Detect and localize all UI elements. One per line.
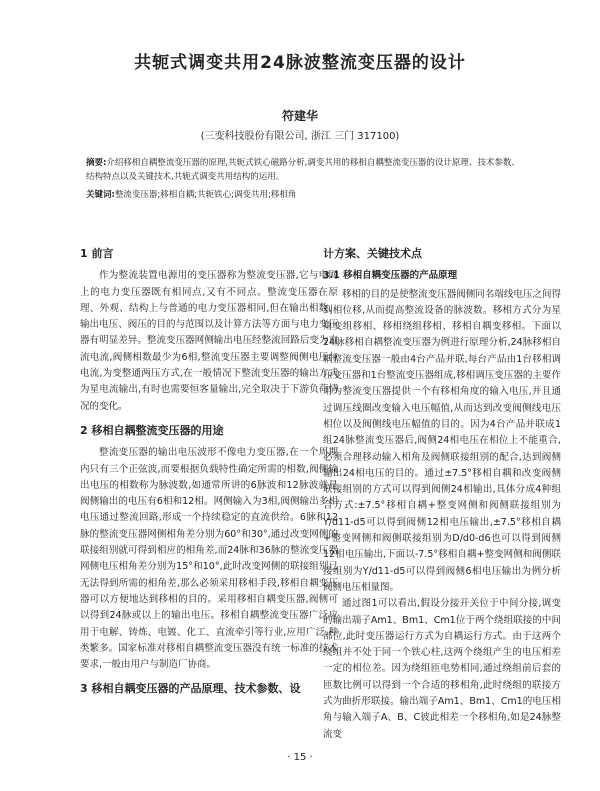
section-3-1-paragraph-2: 通过图1可以看出,假设分接开关位于中间分接,调变的输出端子Am1、Bm1、Cm1位于两个绕组联接的中间部位,此时变压器运行方式为自耦运行方式。由于这两个绕组并不处于同一个铁心柱,这两个绕组产生的电压相差一定的相位差。因为绕组匝电势相同,通过绕组前后套的匝数比例可以得到一个合适的移相角,此时绕组的联接方式为曲折形联接。输出端子Am1、Bm1、Cm1的电压相角与输入端子A、B、C彼此相差一个移相角,如是24脉整流变 [323, 598, 561, 740]
section-3-heading-cont: 计方案、关键技术点 [323, 247, 422, 260]
keywords-text: 整流变压器;移相自耦;共轭铁心;调变共用;移相角 [114, 190, 297, 200]
section-3-heading: 3 移相自耦变压器的产品原理、技术参数、设 [80, 682, 301, 696]
author: 符建华 [281, 109, 318, 123]
section-3-1-paragraph-1: 移相的目的是使整流变压器阀侧同名端线电压之间得到相位移,从而提高整流设备的脉波数。移相方式分为星角变组移相、移相绕组移相、移相自耦变移相。下面以24脉移相自耦整流变压器为例进行原理分析,24脉移相自耦整流变压器一般由4台产品并联,每台产品由1台移相调压变压器和1台整流变压器组成,移相调压变压器的主要作用为整流变压器提供一个有移相角度的输入电压,并且通过调压线圈改变输入电压幅值,从而达到改变阀侧线电压相位以及阀侧线电压幅值的目的。因为4台产品并联成1组24脉整流变压器后,阀侧24相电压在相位上不能重合,必须合理移动输入相角及阀侧联接组别的配合,达到阀侧输出24相电压的目的。通过±7.5°移相自耦和改变阀侧联接组别的方式可以得到阀侧24相输出,具体分成4种组合方式:±7.5°移相自耦+整变网侧和阀侧联接组别为Y/d11-d5可以得到阀侧12相电压输出,±7.5°移相自耦+整变网侧和阀侧联接组别为D/d0-d6也可以得到阀侧12相电压输出,下面以-7.5°移相自耦+整变网侧和阀侧联接组别为Y/d11-d5可以得到阀侧6相电压输出为例分析阀侧电压相量图。 [323, 288, 561, 593]
abstract-text: 介绍移相自耦整流变压器的原理,共轭式铁心磁路分析,调变共用的移相自耦整流变压器的设计原理、技术参数、结构特点以及关键技术,共轭式调变共用结构的运用。 [86, 158, 520, 182]
section-1-paragraph: 作为整流装置电源用的变压器称为整流变压器,它与电网上的电力变压器既有相同点,又有不同点。整流变压器在原理、外观、结构上与普通的电力变压器相同,但在输出相数、输出电压、阀压的目的与范围以及计算方法等方面与电力变压器有明显差异。整流变压器网侧输出电压经整流回路后变为直流电流,阀侧相数最少为6相,整流变压器主要调整阀侧电压与电流,为变整通两压方式,在一般情况下整流变压器的输出方式为星电流输出,有时也需要恒客量输出,完全取决于下游负荷情况的变化。 [80, 270, 338, 412]
keywords [86, 188, 526, 202]
affiliation: (三变科技股份有限公司, 浙江 三门 317100) [200, 131, 400, 142]
left-column [80, 238, 338, 704]
section-2-heading: 2 移相自耦整流变压器的用途 [80, 423, 224, 437]
section-2-paragraph: 整流变压器的输出电压波形不像电力变压器,在一个周期内只有三个正弦波,而要根据负载特性确定所需的相数,阀侧输出电压的相数称为脉波数,如通常所讲的6脉波和12脉波就是阀侧输出的电压有6相和12相。网侧输入为3相,阀侧输出多相电压通过整流回路,形成一个持续稳定的直流供给。6脉和12脉的整流变压器网侧相角差分别为60°和30°,通过改变网侧的联接组别就可得到相应的相角差,而24脉和36脉的整流变压器网侧电压相角差分别为15°和10°,此时改变网侧的联接组别已无法得到所需的相角差,那么必须采用移相手段,移相自耦变压器可以方便地达到移相的目的。采用移相自耦变压器,阀侧可以得到24脉或以上的输出电压。移相自耦整流变压器广泛应用于电解、铸炼、电镀、化工、直流牵引等行业,应用广泛,种类繁多。国家标准对移相自耦整流变压器没有统一标准的技术要求,一般由用户与制造厂协商。 [80, 447, 338, 671]
paper-title: 共轭式调变共用24脉波整流变压器的设计 [134, 53, 466, 73]
keywords-label: 关键词: [86, 190, 115, 200]
section-1-heading: 1 前言 [80, 247, 114, 260]
abstract [86, 156, 526, 184]
abstract-label: 摘要: [86, 158, 107, 168]
section-3-1-heading: 3.1 移相自耦变压器的产品原理 [323, 270, 458, 282]
page-number: · 15 · [287, 752, 313, 763]
right-column [323, 238, 561, 743]
